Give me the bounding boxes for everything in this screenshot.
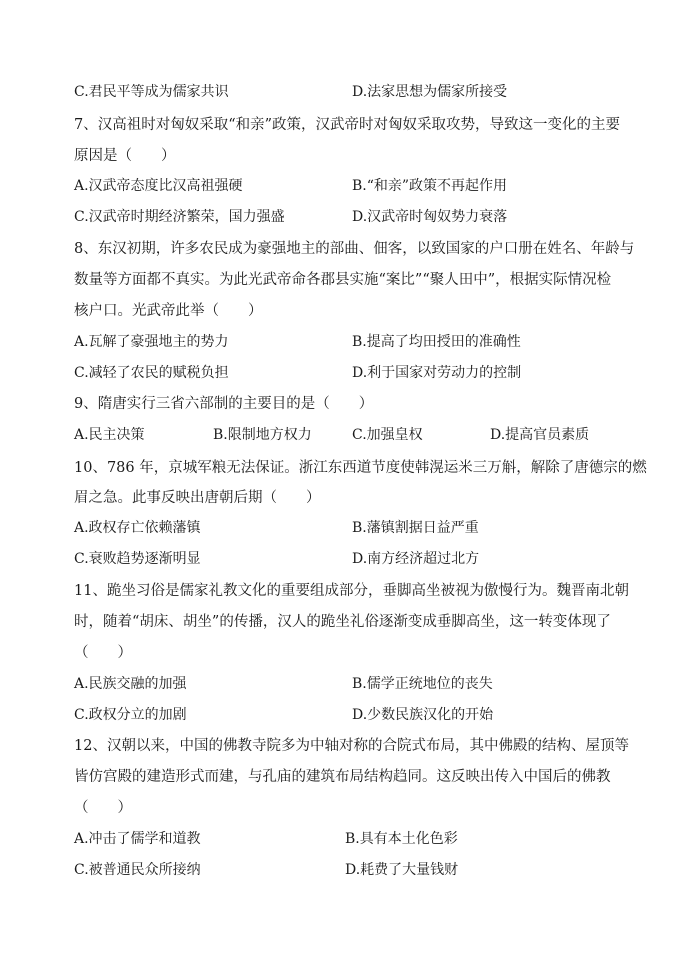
q12-option-a: A.冲击了儒学和道教	[74, 831, 201, 847]
q11-stem-line-1: 11、跪坐习俗是儒家礼教文化的重要组成部分，垂脚高坐被视为傲慢行为。魏晋南北朝	[74, 583, 629, 599]
q10-stem-line-2: 眉之急。此事反映出唐朝后期（ ）	[74, 490, 321, 506]
q9-stem-line-1: 9、隋唐实行三省六部制的主要目的是（ ）	[74, 396, 374, 412]
q11-option-b: B.儒学正统地位的丧失	[352, 676, 493, 692]
q8-option-a: A.瓦解了豪强地主的势力	[74, 334, 229, 350]
q11-stem-line-2: 时，随着“胡床、胡坐”的传播，汉人的跪坐礼俗逐渐变成垂脚高坐，这一转变体现了	[74, 614, 611, 630]
q8-stem-line-3: 核户口。光武帝此举（ ）	[74, 303, 263, 319]
q9-option-d: D.提高官员素质	[490, 427, 590, 443]
q9-option-b: B.限制地方权力	[213, 427, 312, 443]
q7-stem-line-1: 7、汉高祖时对匈奴采取“和亲”政策，汉武帝时对匈奴采取攻势，导致这一变化的主要	[74, 117, 621, 133]
q12-option-d: D.耗费了大量钱财	[345, 862, 459, 878]
q8-stem-line-2: 数量等方面都不真实。为此光武帝命各郡县实施“案比”“聚人田中”，根据实际情况检	[74, 272, 612, 288]
q10-option-a: A.政权存亡依赖藩镇	[74, 520, 201, 536]
q10-option-d: D.南方经济超过北方	[352, 551, 480, 567]
q10-option-c: C.衰败趋势逐渐明显	[74, 551, 201, 567]
q8-option-c: C.减轻了农民的赋税负担	[74, 365, 229, 381]
q11-option-a: A.民族交融的加强	[74, 676, 187, 692]
q8-option-b: B.提高了均田授田的准确性	[352, 334, 521, 350]
q12-stem-line-1: 12、汉朝以来，中国的佛教寺院多为中轴对称的合院式布局，其中佛殿的结构、屋顶等	[74, 738, 629, 754]
q12-option-b: B.具有本土化色彩	[345, 831, 458, 847]
q7-stem-line-2: 原因是（ ）	[74, 148, 176, 164]
q7-option-a: A.汉武帝态度比汉高祖强硬	[74, 178, 243, 194]
q12-option-c: C.被普通民众所接纳	[74, 862, 201, 878]
q8-option-d: D.利于国家对劳动力的控制	[352, 365, 522, 381]
q11-stem-line-3: （ ）	[74, 645, 132, 661]
q6-option-d: D.法家思想为儒家所接受	[352, 84, 508, 100]
q12-stem-line-3: （ ）	[74, 800, 132, 816]
q7-option-d: D.汉武帝时匈奴势力衰落	[352, 209, 508, 225]
q7-option-c: C.汉武帝时期经济繁荣，国力强盛	[74, 209, 285, 225]
q11-option-c: C.政权分立的加剧	[74, 707, 187, 723]
q9-option-a: A.民主决策	[74, 427, 145, 443]
q12-stem-line-2: 皆仿宫殿的建造形式而建，与孔庙的建筑布局结构趋同。这反映出传入中国后的佛教	[74, 769, 611, 785]
q10-option-b: B.藩镇割据日益严重	[352, 520, 479, 536]
q7-option-b: B.“和亲”政策不再起作用	[352, 178, 508, 194]
q8-stem-line-1: 8、东汉初期，许多农民成为豪强地主的部曲、佃客，以致国家的户口册在姓名、年龄与	[74, 241, 635, 257]
q6-option-c: C.君民平等成为儒家共识	[74, 84, 229, 100]
q11-option-d: D.少数民族汉化的开始	[352, 707, 494, 723]
q10-stem-line-1: 10、786 年，京城军粮无法保证。浙江东西道节度使韩滉运米三万斛，解除了唐德宗的燃	[74, 460, 647, 476]
q9-option-c: C.加强皇权	[352, 427, 423, 443]
